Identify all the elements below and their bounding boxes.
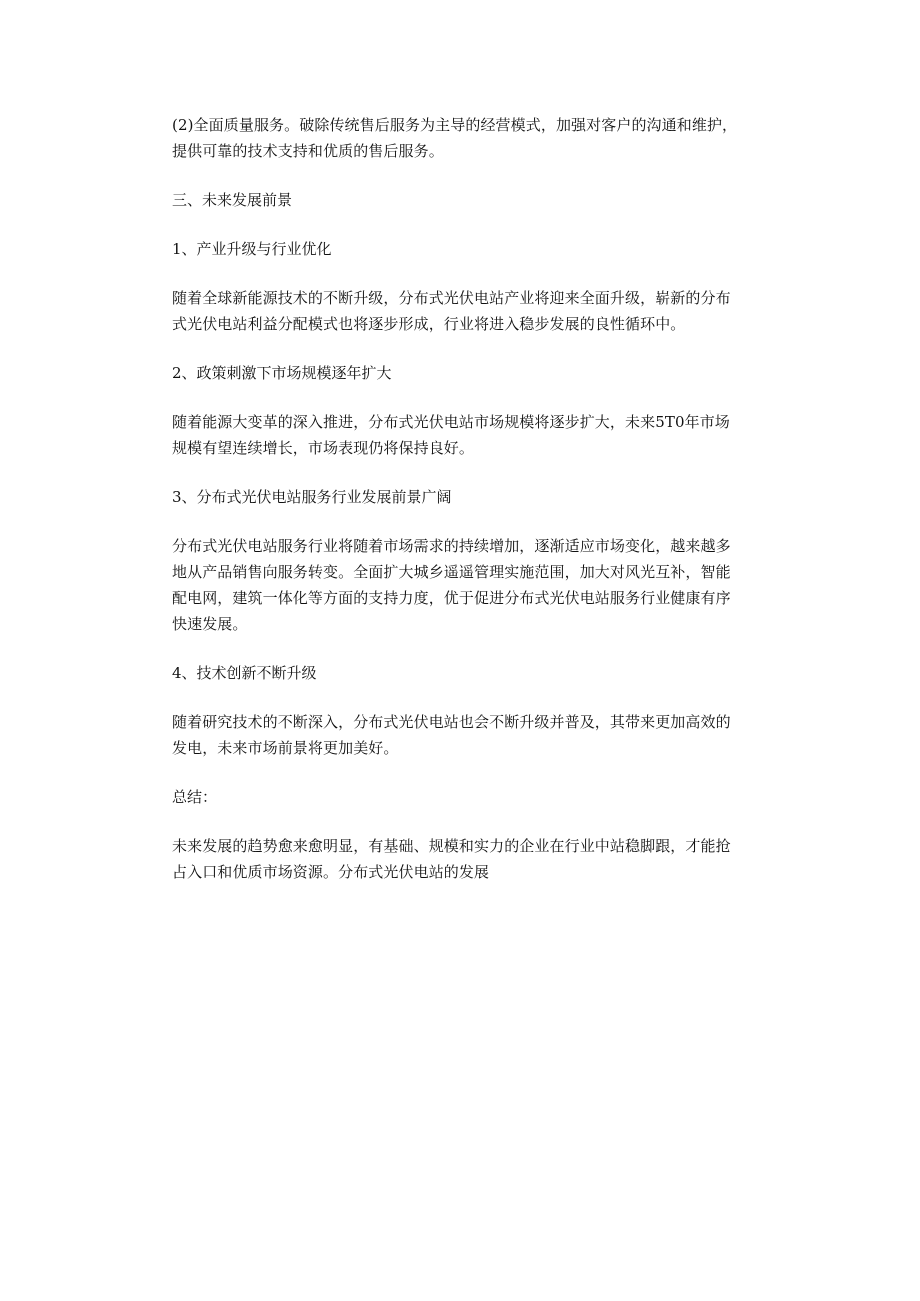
text-line: 未来发展的趋势愈来愈明显，有基础、规模和实力的企业在行业中站稳脚跟，才能抢 [172,837,731,855]
text-line: 配电网，建筑一体化等方面的支持力度，优于促进分布式光伏电站服务行业健康有序 [172,589,731,607]
subheading-tech-innovation: 4、技术创新不断升级 [172,664,317,682]
paragraph-tech-innovation [172,709,764,761]
subheading-industry-upgrade: 1、产业升级与行业优化 [172,240,332,258]
paragraph-quality-service [172,112,764,164]
paragraph-industry-upgrade [172,285,764,337]
document-page [172,112,764,908]
section-heading-future-prospects: 三、未来发展前景 [172,191,293,209]
subheading-service-industry: 3、分布式光伏电站服务行业发展前景广阔 [172,488,452,506]
paragraph-summary [172,833,764,885]
subheading-market-scale: 2、政策刺激下市场规模逐年扩大 [172,364,392,382]
text-line: 随着能源大变革的深入推进，分布式光伏电站市场规模将逐步扩大，未来5T0年市场 [172,413,730,431]
text-line: 地从产品销售向服务转变。全面扩大城乡遥遥管理实施范围，加大对风光互补，智能 [172,563,731,581]
text-line: 快速发展。 [172,615,248,633]
text-line: (2)全面质量服务。破除传统售后服务为主导的经营模式，加强对客户的沟通和维护， [172,116,738,134]
text-line: 提供可靠的技术支持和优质的售后服务。 [172,142,444,160]
text-line: 发电，未来市场前景将更加美好。 [172,739,399,757]
text-line: 随着全球新能源技术的不断升级，分布式光伏电站产业将迎来全面升级，崭新的分布 [172,289,731,307]
paragraph-service-industry [172,533,764,637]
paragraph-market-scale [172,409,764,461]
text-line: 分布式光伏电站服务行业将随着市场需求的持续增加，逐渐适应市场变化，越来越多 [172,537,731,555]
text-line: 占入口和优质市场资源。分布式光伏电站的发展 [172,863,490,881]
text-line: 随着研究技术的不断深入，分布式光伏电站也会不断升级并普及，其带来更加高效的 [172,713,731,731]
summary-heading: 总结： [172,788,218,806]
text-line: 式光伏电站利益分配模式也将逐步形成，行业将进入稳步发展的良性循环中。 [172,315,686,333]
text-line: 规模有望连续增长，市场表现仍将保持良好。 [172,439,475,457]
